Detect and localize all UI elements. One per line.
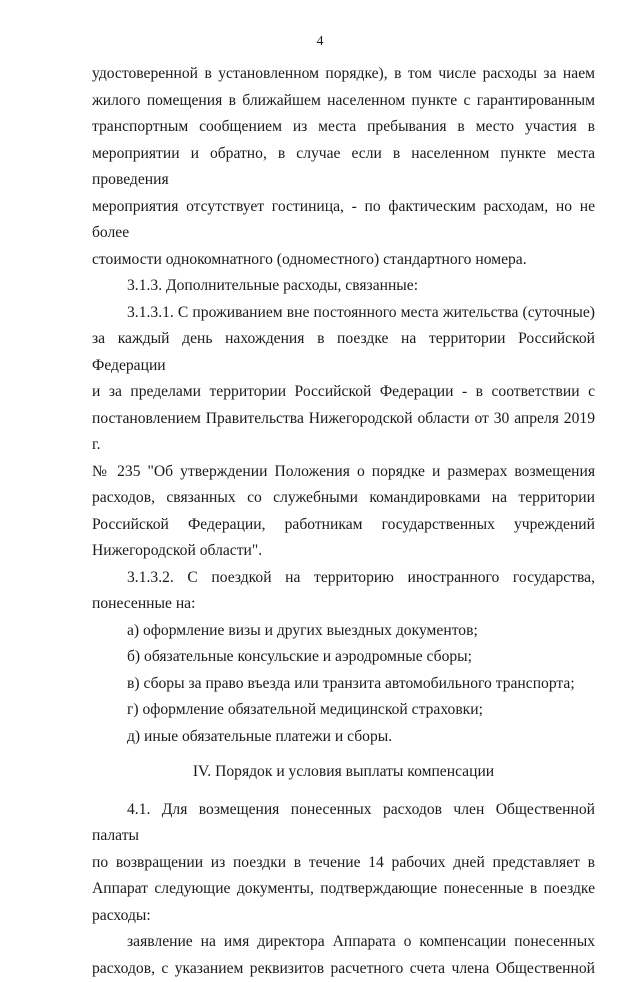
- text-line: за каждый день нахождения в поездке на территории Российской Федерации: [92, 326, 595, 379]
- text-line: и за пределами территории Российской Федерации - в соответствии с: [92, 379, 595, 406]
- text-line: понесенные на:: [92, 591, 595, 618]
- text-line: 4.1. Для возмещения понесенных расходов член Общественной палаты: [92, 797, 595, 850]
- text-line: заявление на имя директора Аппарата о компенсации понесенных: [92, 929, 595, 956]
- text-line: 3.1.3.1. С проживанием вне постоянного места жительства (суточные): [92, 300, 595, 327]
- text-line: № 235 "Об утверждении Положения о порядке и размерах возмещения: [92, 459, 595, 486]
- document-body: [92, 61, 595, 982]
- text-line: жилого помещения в ближайшем населенном пункте с гарантированным: [92, 88, 595, 115]
- list-item: б) обязательные консульские и аэродромные сборы;: [92, 644, 595, 671]
- list-item: в) сборы за право въезда или транзита автомобильного транспорта;: [92, 671, 595, 698]
- text-line: 3.1.3.2. С поездкой на территорию иностранного государства,: [92, 565, 595, 592]
- text-line: постановлением Правительства Нижегородской области от 30 апреля 2019 г.: [92, 406, 595, 459]
- text-line: расходов, связанных со служебными командировками на территории: [92, 485, 595, 512]
- text-line: транспортным сообщением из места пребывания в место участия в: [92, 114, 595, 141]
- list-item: г) оформление обязательной медицинской страховки;: [92, 697, 595, 724]
- text-line: Аппарат следующие документы, подтверждающие понесенные в поездке: [92, 876, 595, 903]
- clause-heading: 3.1.3. Дополнительные расходы, связанные:: [92, 273, 595, 300]
- list-item: д) иные обязательные платежи и сборы.: [92, 724, 595, 751]
- list-item: а) оформление визы и других выездных документов;: [92, 618, 595, 645]
- text-line: мероприятии и обратно, в случае если в населенном пункте места проведения: [92, 141, 595, 194]
- page-number: 4: [0, 34, 640, 50]
- text-line: мероприятия отсутствует гостиница, - по фактическим расходам, но не более: [92, 194, 595, 247]
- text-line: расходы:: [92, 903, 595, 930]
- text-line: расходов, с указанием реквизитов расчетного счета члена Общественной: [92, 956, 595, 982]
- text-line: Российской Федерации, работникам государственных учреждений: [92, 512, 595, 539]
- text-line: Нижегородской области".: [92, 538, 595, 565]
- text-line: по возвращении из поездки в течение 14 рабочих дней представляет в: [92, 850, 595, 877]
- section-heading: IV. Порядок и условия выплаты компенсации: [92, 759, 595, 786]
- text-line: удостоверенной в установленном порядке), в том числе расходы за наем: [92, 61, 595, 88]
- text-line: стоимости однокомнатного (одноместного) стандартного номера.: [92, 247, 595, 274]
